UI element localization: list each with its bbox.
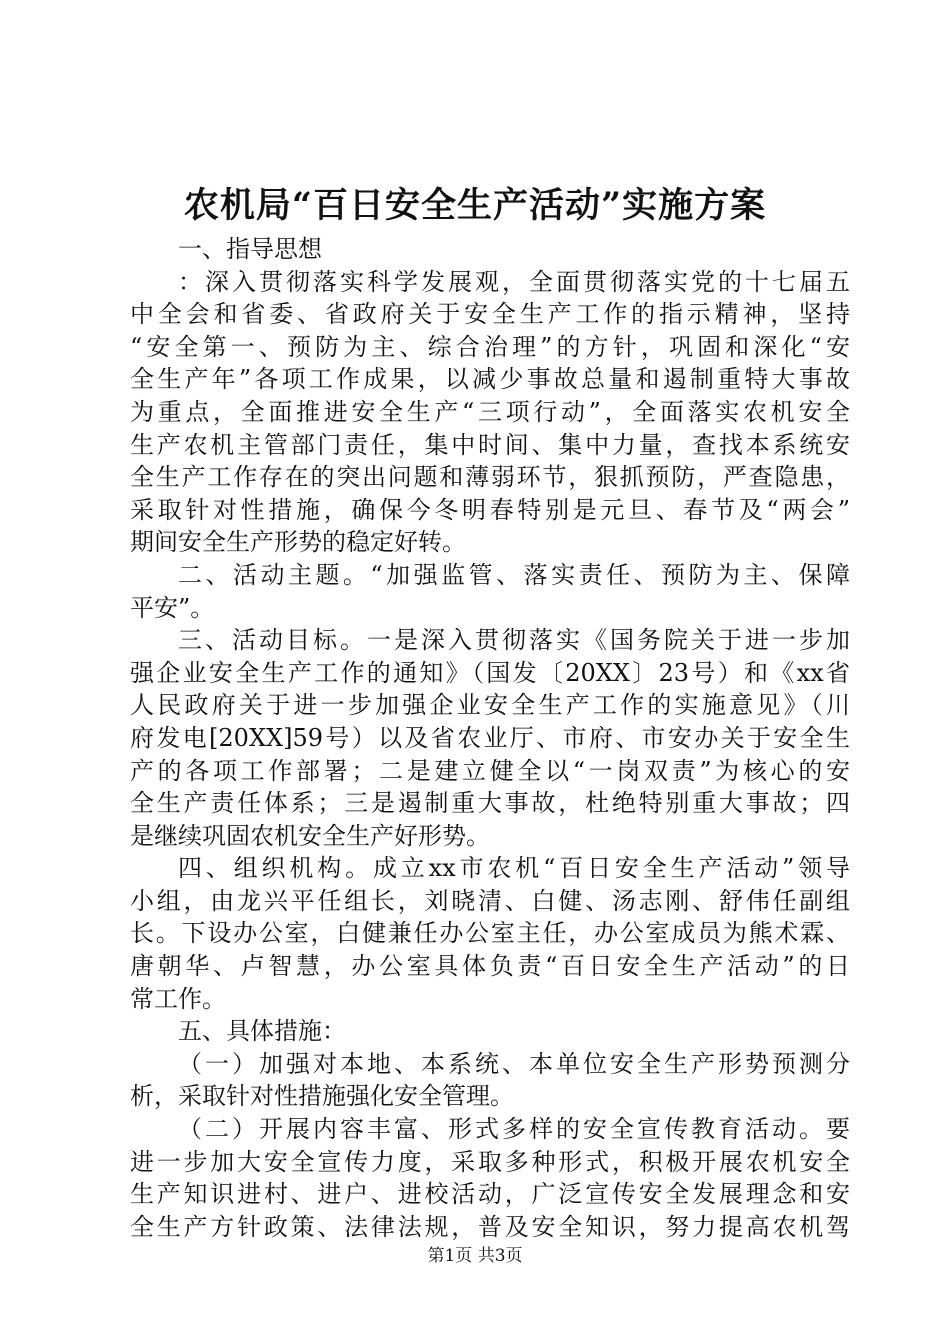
paragraph-line: 唐朝华、卢智慧，办公室具体负责“百日安全生产活动”的日 xyxy=(130,952,850,981)
paragraph-line: 产的各项工作部署；二是建立健全以“一岗双责”为核心的安 xyxy=(130,756,850,785)
paragraph-line: 小组，由龙兴平任组长，刘晓清、白健、汤志刚、舒伟任副组 xyxy=(130,886,850,915)
paragraph-line: 四、组织机构。成立xx市农机“百日安全生产活动”领导 xyxy=(178,854,850,883)
paragraph-line: 进一步加大安全宣传力度，采取多种形式，积极开展农机安全 xyxy=(130,1147,850,1176)
paragraph-line: 全生产年”各项工作成果，以减少事故总量和遏制重特大事故 xyxy=(130,365,850,394)
paragraph-line: 人民政府关于进一步加强企业安全生产工作的实施意见》（川 xyxy=(130,691,850,720)
paragraph-line: 期间安全生产形势的稳定好转。 xyxy=(130,528,466,557)
document-title: 农机局“百日安全生产活动”实施方案 xyxy=(183,185,767,226)
page-number: 第1页 共3页 xyxy=(427,1246,523,1266)
paragraph-line: 二、活动主题。“加强监管、落实责任、预防为主、保障 xyxy=(178,560,850,589)
paragraph-line: 生产知识进村、进户、进校活动，广泛宣传安全发展理念和安 xyxy=(130,1180,850,1209)
paragraph-line: 常工作。 xyxy=(130,984,226,1013)
paragraph-line: 府发电[20XX]59号）以及省农业厅、市府、市安办关于安全生 xyxy=(130,723,850,752)
paragraph-line: 平安”。 xyxy=(130,593,215,622)
paragraph-line: （一）加强对本地、本系统、本单位安全生产形势预测分 xyxy=(178,1049,850,1078)
paragraph-line: “安全第一、预防为主、综合治理”的方针，巩固和深化“安 xyxy=(130,332,850,361)
paragraph-line: 为重点，全面推进安全生产“三项行动”，全面落实农机安全 xyxy=(130,397,850,426)
paragraph-line: 是继续巩固农机安全生产好形势。 xyxy=(130,821,490,850)
paragraph-line: 三、活动目标。一是深入贯彻落实《国务院关于进一步加 xyxy=(178,626,850,655)
paragraph-line: 生产农机主管部门责任，集中时间、集中力量，查找本系统安 xyxy=(130,430,850,459)
paragraph-line: 析，采取针对性措施强化安全管理。 xyxy=(130,1082,514,1111)
paragraph-line: 全生产责任体系；三是遏制重大事故，杜绝特别重大事故；四 xyxy=(130,789,850,818)
paragraph-line: 采取针对性措施，确保今冬明春特别是元旦、春节及“两会” xyxy=(130,495,850,524)
paragraph-line: 全生产工作存在的突出问题和薄弱环节，狠抓预防，严查隐患， xyxy=(130,463,850,492)
paragraph-line: 强企业安全生产工作的通知》（国发〔20XX〕23号）和《xx省 xyxy=(130,658,850,687)
paragraph-line: 全生产方针政策、法律法规，普及安全知识，努力提高农机驾 xyxy=(130,1212,850,1241)
section-heading: 一、指导思想 xyxy=(178,235,322,263)
paragraph-line: 中全会和省委、省政府关于安全生产工作的指示精神，坚持 xyxy=(130,300,850,329)
section-heading: 五、具体措施： xyxy=(178,1017,346,1046)
paragraph-line: 长。下设办公室，白健兼任办公室主任，办公室成员为熊术霖、 xyxy=(130,919,850,948)
paragraph-line: ：深入贯彻落实科学发展观，全面贯彻落实党的十七届五 xyxy=(178,267,850,296)
document-body xyxy=(130,233,850,1243)
paragraph-line: （二）开展内容丰富、形式多样的安全宣传教育活动。要 xyxy=(178,1115,850,1144)
